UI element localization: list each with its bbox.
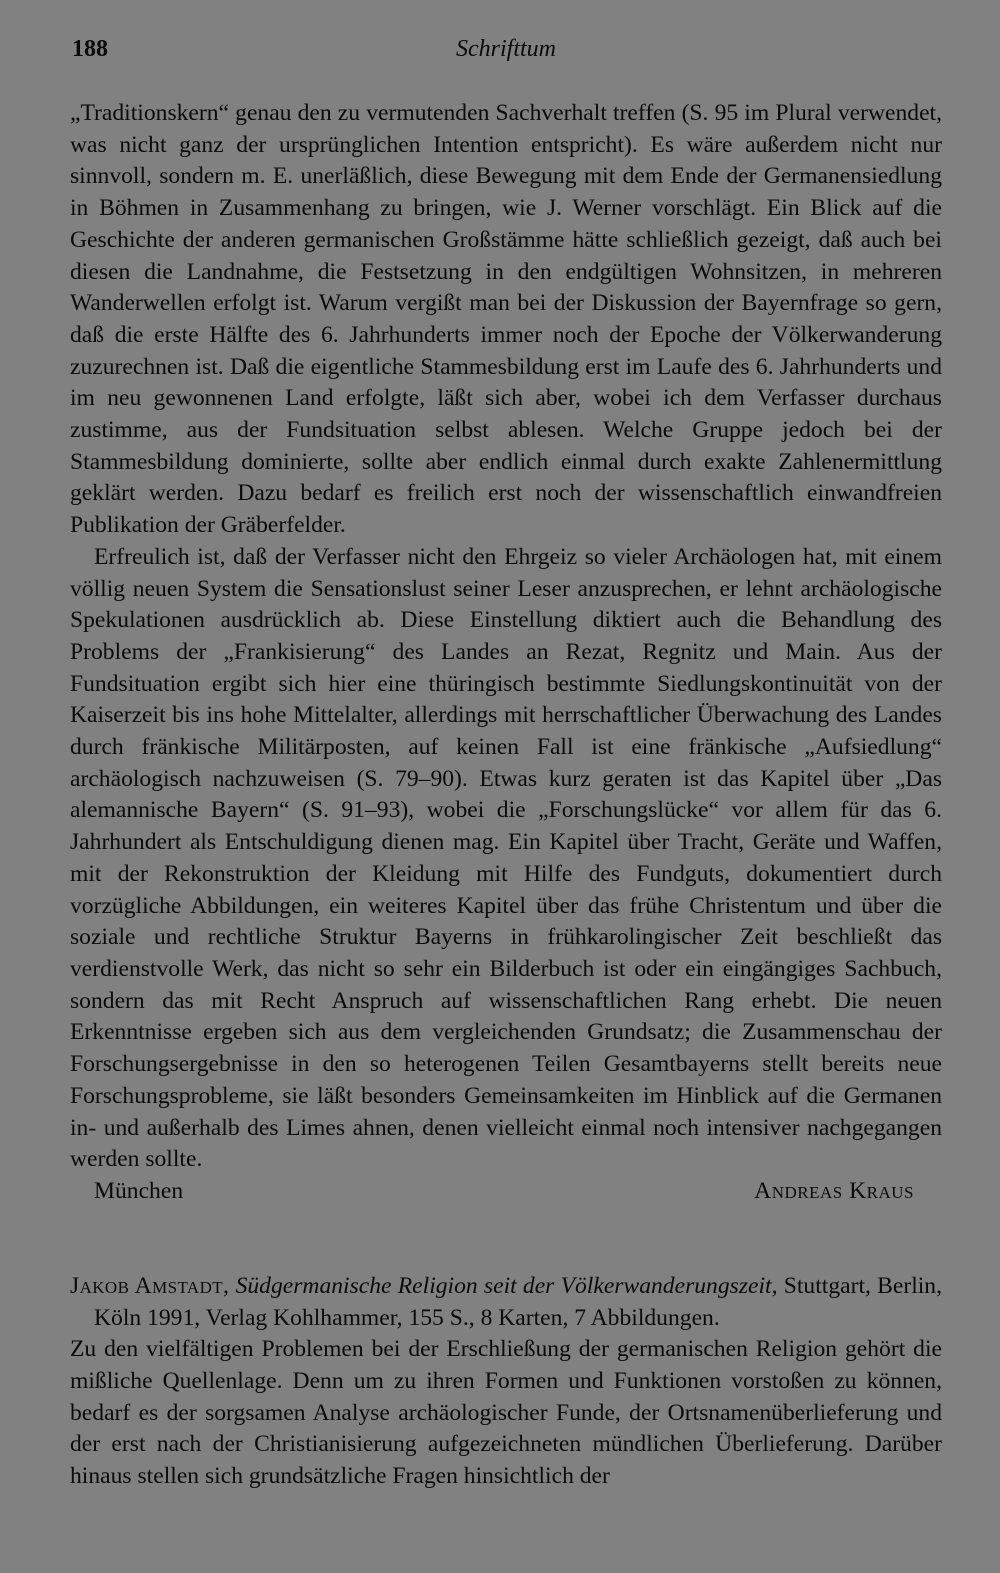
section-gap [70,1208,942,1271]
review-signature [70,1176,942,1208]
page-number: 188 [72,36,108,62]
page-header [72,36,940,72]
review-paragraph: „Traditionskern“ genau den zu vermutenden Sachverhalt treffen (S. 95 im Plural verwendet, was nicht ganz der ursprünglichen Intention entspricht). Es wäre außerdem nicht nur sinnvoll, sondern m. E. unerläßlich, diese Bewegung mit dem Ende der Germanensiedlung in Böhmen in Zusammenhang zu bringen, wie J. Werner vorschlägt. Ein Blick auf die Geschichte der anderen germanischen Großstämme hätte schließlich gezeigt, daß auch bei diesen die Landnahme, die Festsetzung in den endgültigen Wohnsitzen, in mehreren Wanderwellen erfolgt ist. Warum vergißt man bei der Diskussion der Bayernfrage so gern, daß die erste Hälfte des 6. Jahrhunderts immer noch der Epoche der Völkerwanderung zuzurechnen ist. Daß die eigentliche Stammesbildung erst im Laufe des 6. Jahrhunderts und im neu gewonnenen Land erfolgte, läßt sich aber, wobei ich dem Verfasser durchaus zustimme, aus der Fundsituation selbst ablesen. Welche Gruppe jedoch bei der Stammesbildung dominierte, sollte aber endlich einmal durch exakte Zahlenermittlung geklärt werden. Dazu bedarf es freilich erst noch der wissenschaftlich einwandfreien Publikation der Gräberfelder. [70,100,942,539]
book-citation [70,1271,942,1334]
citation-author: Jakob Amstadt, [70,1272,230,1299]
citation-publication: Stuttgart, Berlin, Köln 1991, Verlag Kohlhammer, 155 S., 8 Karten, 7 Abbildungen. [94,1272,942,1331]
citation-title: Südgermanische Religion seit der Völkerwanderungszeit, [235,1272,778,1299]
signature-reviewer: Andreas Kraus [754,1177,914,1204]
review-paragraph: Zu den vielfältigen Problemen bei der Erschließung der germanischen Religion gehört die mißliche Quellenlage. Denn um zu ihren Formen und Funktionen vorstoßen zu können, bedarf es der sorgsamen Analyse archäologischer Funde, der Ortsnamenüberlieferung und der erst nach der Christianisierung aufgezeichneten mündlichen Überlieferung. Darüber hinaus stellen sich grundsätzliche Fragen hinsichtlich der [70,1336,942,1490]
review-paragraph: Erfreulich ist, daß der Verfasser nicht den Ehrgeiz so vieler Archäologen hat, mit einem völlig neuen System die Sensationslust seiner Leser anzusprechen, er lehnt archäologische Spekulationen ausdrücklich ab. Diese Einstellung diktiert auch die Behandlung des Problems der „Frankisierung“ des Landes an Rezat, Regnitz und Main. Aus der Fundsituation ergibt sich hier eine thüringisch bestimmte Siedlungskontinuität von der Kaiserzeit bis ins hohe Mittelalter, allerdings mit herrschaftlicher Überwachung des Landes durch fränkische Militärposten, auf keinen Fall ist eine fränkische „Aufsiedlung“ archäologisch nachzuweisen (S. 79–90). Etwas kurz geraten ist das Kapitel über „Das alemannische Bayern“ (S. 91–93), wobei die „Forschungslücke“ vor allem für das 6. Jahrhundert als Entschuldigung dienen mag. Ein Kapitel über Tracht, Geräte und Waffen, mit der Rekonstruktion der Kleidung mit Hilfe des Fundguts, dokumentiert durch vorzügliche Abbildungen, ein weiteres Kapitel über das frühe Christentum und über die soziale und rechtliche Struktur Bayerns in frühkarolingischer Zeit beschließt das verdienstvolle Werk, das nicht so sehr ein Bilderbuch ist oder ein eingängiges Sachbuch, sondern das mit Recht Anspruch auf wissenschaftlichen Rang erhebt. Die neuen Erkenntnisse ergeben sich aus dem vergleichenden Grundsatz; die Zusammenschau der Forschungsergebnisse in den so heterogenen Teilen Gesamtbayerns stellt bereits neue Forschungsprobleme, sie läßt besonders Gemeinsamkeiten im Hinblick auf die Germanen in- und außerhalb des Limes ahnen, denen vielleicht einmal noch intensiver nachgegangen werden sollte. [70,543,942,1173]
signature-place: München [94,1177,184,1204]
running-head: Schrifttum [456,36,556,62]
page-body [70,98,942,1493]
